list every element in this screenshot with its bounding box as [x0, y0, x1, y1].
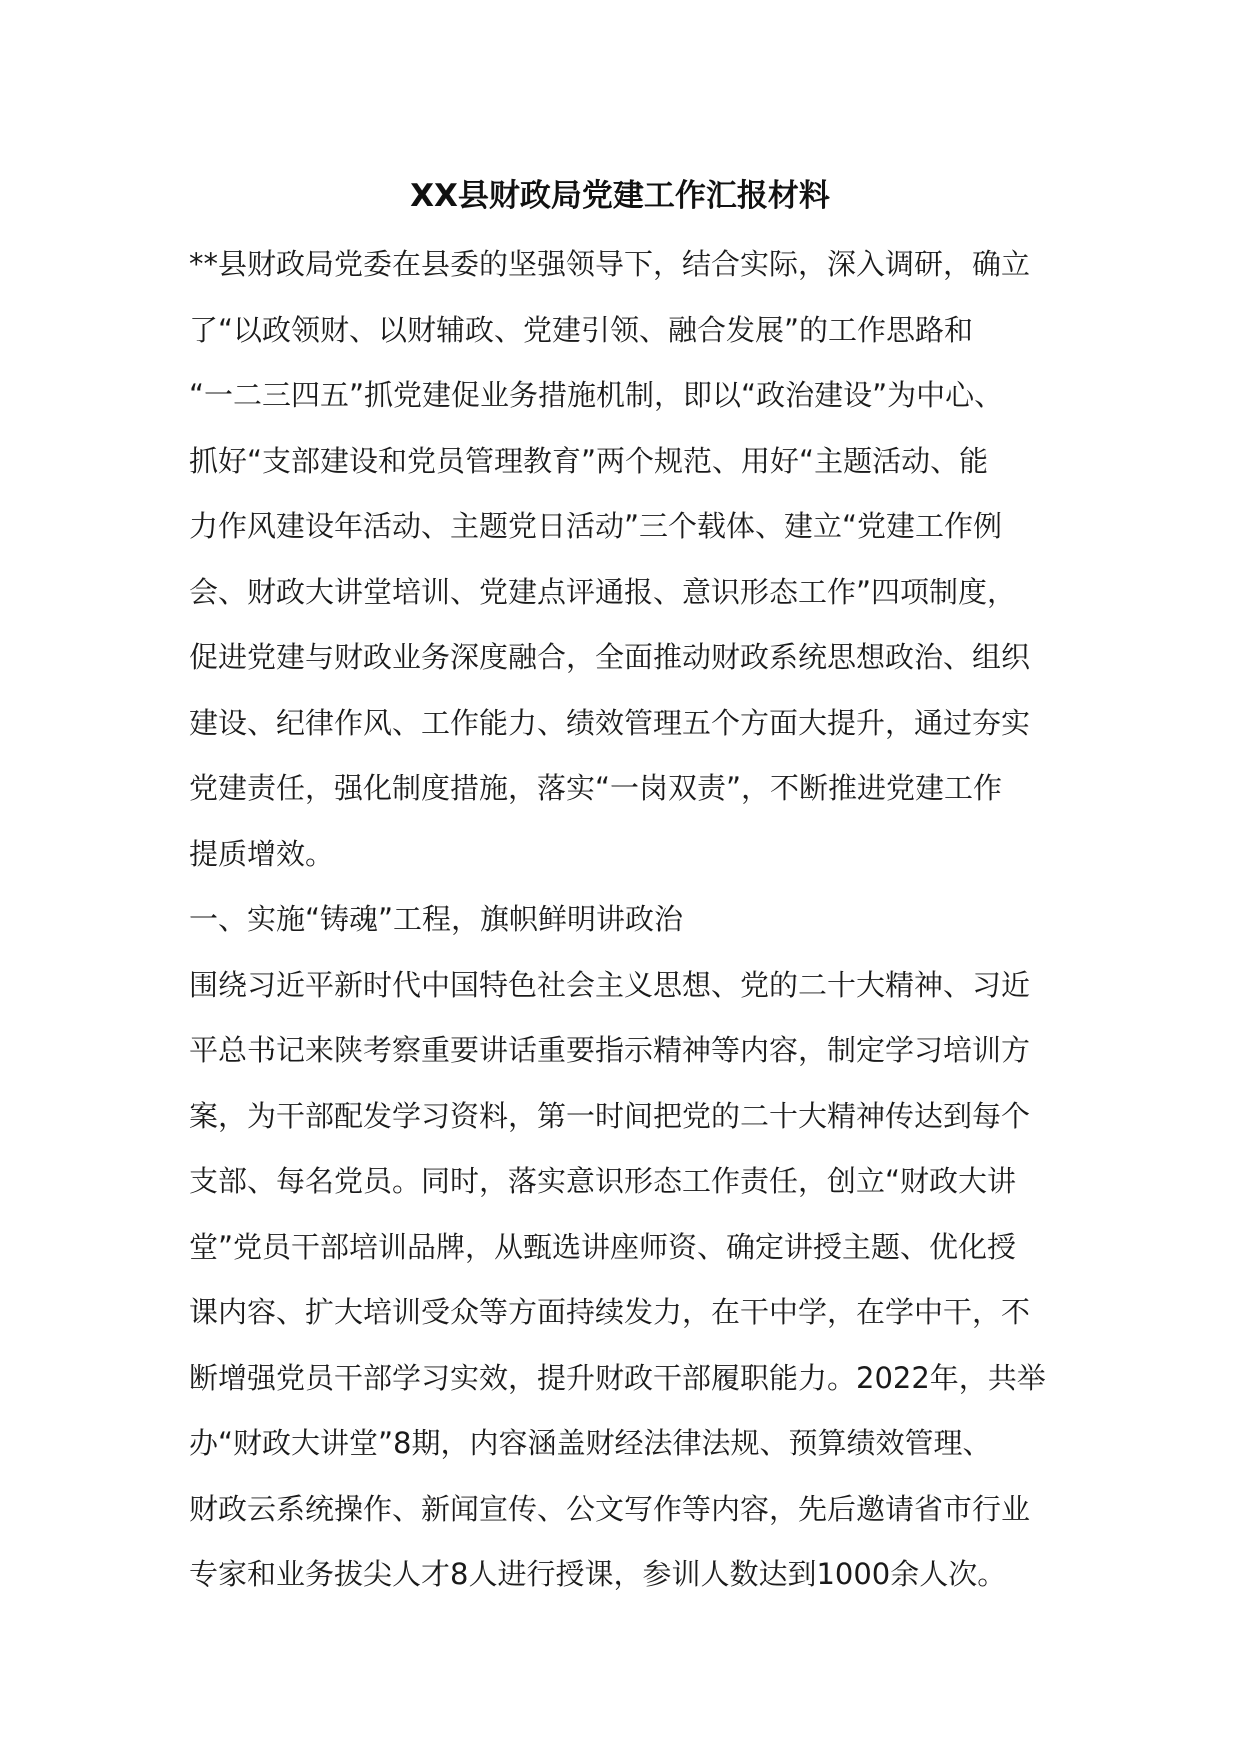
- document-body: [189, 232, 1069, 1608]
- text-line: 案，为干部配发学习资料，第一时间把党的二十大精神传达到每个: [189, 1098, 1031, 1133]
- text-line: 了“以政领财、以财辅政、党建引领、融合发展”的工作思路和: [189, 312, 974, 347]
- document-title: XX县财政局党建工作汇报材料: [410, 178, 830, 214]
- text-line: 会、财政大讲堂培训、党建点评通报、意识形态工作”四项制度，: [189, 574, 1017, 609]
- text-line: 堂”党员干部培训品牌，从甄选讲座师资、确定讲授主题、优化授: [189, 1229, 1017, 1264]
- text-line: **县财政局党委在县委的坚强领导下，结合实际，深入调研，确立: [189, 247, 1031, 281]
- text-line: 提质增效。: [189, 836, 335, 871]
- text-line: 办“财政大讲堂”8期，内容涵盖财经法律法规、预算绩效管理、: [189, 1426, 992, 1460]
- text-line: 力作风建设年活动、主题党日活动”三个载体、建立“党建工作例: [189, 509, 1003, 543]
- text-line: 专家和业务拔尖人才8人进行授课，参训人数达到1000余人次。: [189, 1557, 1007, 1591]
- text-line: 课内容、扩大培训受众等方面持续发力，在干中学，在学中干，不: [189, 1295, 1031, 1329]
- section-heading: 一、实施“铸魂”工程，旗帜鲜明讲政治: [189, 902, 684, 936]
- text-line: 围绕习近平新时代中国特色社会主义思想、党的二十大精神、习近: [189, 967, 1031, 1002]
- text-line: 平总书记来陕考察重要讲话重要指示精神等内容，制定学习培训方: [189, 1033, 1031, 1067]
- text-line: 断增强党员干部学习实效，提升财政干部履职能力。2022年，共举: [189, 1360, 1046, 1395]
- text-line: 财政云系统操作、新闻宣传、公文写作等内容，先后邀请省市行业: [189, 1491, 1031, 1526]
- text-line: 建设、纪律作风、工作能力、绩效管理五个方面大提升，通过夯实: [189, 705, 1031, 740]
- text-line: 促进党建与财政业务深度融合，全面推动财政系统思想政治、组织: [189, 640, 1031, 674]
- text-line: 党建责任，强化制度措施，落实“一岗双责”，不断推进党建工作: [189, 771, 1003, 805]
- text-line: 抓好“支部建设和党员管理教育”两个规范、用好“主题活动、能: [189, 443, 989, 478]
- text-line: 支部、每名党员。同时，落实意识形态工作责任，创立“财政大讲: [189, 1164, 1017, 1198]
- text-line: “一二三四五”抓党建促业务措施机制，即以“政治建设”为中心、: [189, 378, 1004, 412]
